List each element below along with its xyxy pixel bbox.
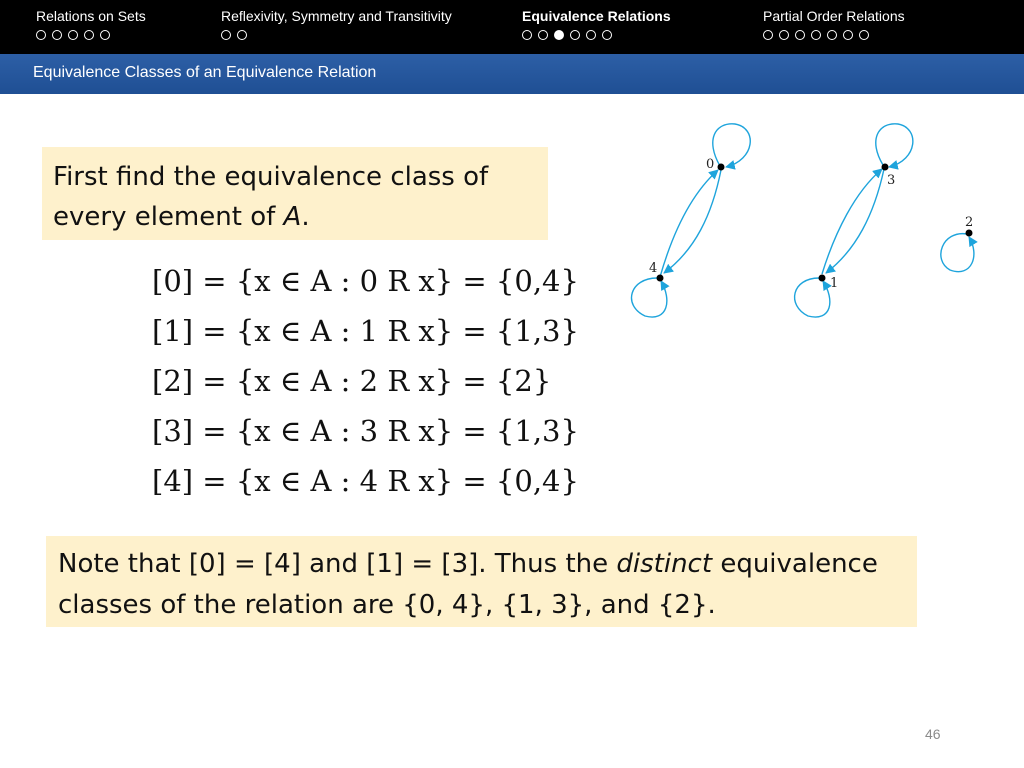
conclusion-box [46,536,917,627]
set-variable: A [283,202,302,232]
node-1 [819,275,826,282]
nav-dot[interactable] [36,30,46,40]
nav-dot[interactable] [843,30,853,40]
nav-section-title[interactable]: Partial Order Relations [763,8,905,24]
slide-title: Equivalence Classes of an Equivalence Relation [33,64,377,81]
nav-dots [221,30,452,40]
nav-dot[interactable] [602,30,612,40]
page-number: 46 [925,726,941,742]
nav-dot-current[interactable] [554,30,564,40]
node-label-1: 1 [830,276,839,291]
emphasis-distinct: distinct [616,549,713,579]
equivalence-class-4: [4] = {x ∈ A : 4 R x} = {0,4} [152,464,579,498]
conclusion-text [58,544,878,626]
equivalence-class-3: [3] = {x ∈ A : 3 R x} = {1,3} [152,414,579,448]
conclusion-line-1-prefix: Note that [0] = [4] and [1] = [3]. Thus the [58,549,617,579]
nav-dot[interactable] [221,30,231,40]
top-navigation-bar [0,0,1024,54]
nav-dot[interactable] [52,30,62,40]
self-loop-2 [941,234,974,272]
nav-dot[interactable] [795,30,805,40]
node-3 [882,164,889,171]
conclusion-line-1 [58,544,878,585]
nav-section-title[interactable]: Equivalence Relations [522,8,671,24]
self-loop-3 [876,124,913,167]
instruction-line-2-prefix: every element of [53,202,284,232]
nav-dot[interactable] [859,30,869,40]
instruction-line-2-suffix: . [301,202,310,232]
nav-dot[interactable] [827,30,837,40]
instruction-line-2 [53,197,488,237]
conclusion-line-2: classes of the relation are {0, 4}, {1, 3}, and {2}. [58,590,716,620]
conclusion-line-1-suffix: equivalence [712,549,878,579]
nav-section-relations-on-sets[interactable] [36,8,146,40]
nav-dots [763,30,905,40]
node-label-2: 2 [965,215,974,230]
nav-dots [522,30,671,40]
nav-dots [36,30,146,40]
self-loop-1 [795,278,830,317]
instruction-box [42,147,548,240]
self-loop-0 [713,124,750,167]
nav-section-equivalence-relations[interactable] [522,8,671,40]
nav-dot[interactable] [763,30,773,40]
node-0 [718,164,725,171]
nav-dot[interactable] [100,30,110,40]
nav-dot[interactable] [68,30,78,40]
equivalence-class-1: [1] = {x ∈ A : 1 R x} = {1,3} [152,314,579,348]
edge-1-to-3 [822,169,882,274]
edge-4-to-0 [660,170,718,277]
node-4 [657,275,664,282]
nav-dot[interactable] [586,30,596,40]
instruction-line-1: First find the equivalence class of [53,162,489,192]
nav-section-reflexivity[interactable] [221,8,452,40]
nav-dot[interactable] [84,30,94,40]
relation-digraph [600,110,1010,330]
node-label-3: 3 [887,173,896,188]
nav-section-title[interactable]: Relations on Sets [36,8,146,24]
edge-3-to-1 [826,169,884,273]
instruction-text [53,157,488,237]
nav-dot[interactable] [779,30,789,40]
nav-dot[interactable] [237,30,247,40]
self-loop-4 [632,278,667,317]
node-label-0: 0 [706,157,715,172]
section-header-bar [0,54,1024,94]
equivalence-class-2: [2] = {x ∈ A : 2 R x} = {2} [152,364,552,398]
node-2 [966,230,973,237]
equivalence-class-0: [0] = {x ∈ A : 0 R x} = {0,4} [152,264,579,298]
nav-dot[interactable] [811,30,821,40]
nav-dot[interactable] [538,30,548,40]
nav-section-partial-order-relations[interactable] [763,8,905,40]
nav-dot[interactable] [570,30,580,40]
node-label-4: 4 [649,261,658,276]
nav-section-title[interactable]: Reflexivity, Symmetry and Transitivity [221,8,452,24]
nav-dot[interactable] [522,30,532,40]
edge-0-to-4 [664,170,721,273]
